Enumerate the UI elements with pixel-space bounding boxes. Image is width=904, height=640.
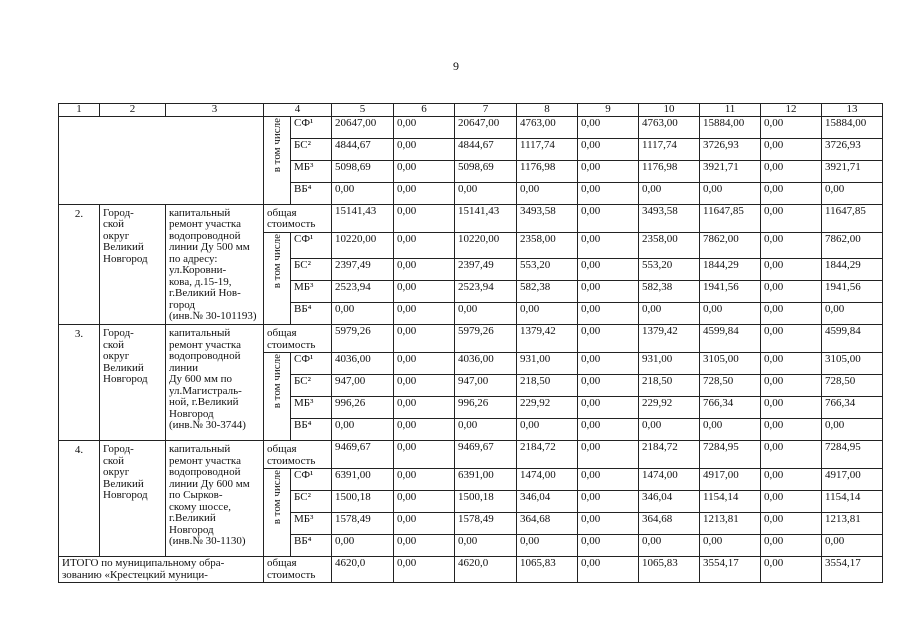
value-cell: 1213,81 [700,513,761,535]
in-total-label-cell [264,469,291,557]
value-cell: 6391,00 [332,469,394,491]
organization-line: Новгород [103,252,148,265]
description-line: капитальный [169,206,231,219]
organization-line: Город- [103,206,134,219]
value-cell: 229,92 [639,397,700,419]
value-cell: 0,00 [394,138,455,160]
value-cell: 0,00 [822,419,883,441]
value-cell: 0,00 [639,419,700,441]
value-cell: 0,00 [578,375,639,397]
category-label: СФ¹ [291,469,332,491]
total-label-line: стоимость [267,454,316,467]
value-cell: 0,00 [761,419,822,441]
value-cell: 346,04 [517,491,578,513]
value-cell: 582,38 [639,281,700,303]
value-cell: 3493,58 [517,204,578,232]
value-cell: 0,00 [822,535,883,557]
description-line: (инв.№ 30-3744) [169,419,246,432]
table-row [59,557,883,583]
value-cell: 0,00 [578,116,639,138]
category-label: БС² [291,491,332,513]
organization-cell [100,325,166,441]
value-cell: 0,00 [578,259,639,281]
value-cell: 10220,00 [455,232,517,258]
value-cell: 0,00 [578,441,639,469]
value-cell: 4917,00 [700,469,761,491]
value-cell: 5098,69 [332,160,394,182]
value-cell: 5979,26 [332,325,394,353]
value-cell: 3493,58 [639,204,700,232]
value-cell: 2184,72 [639,441,700,469]
value-cell: 0,00 [394,441,455,469]
value-cell: 5098,69 [455,160,517,182]
value-cell: 0,00 [578,204,639,232]
value-cell: 1176,98 [517,160,578,182]
value-cell: 2184,72 [517,441,578,469]
value-cell: 6391,00 [455,469,517,491]
description-line: капитальный [169,327,231,340]
in-total-label: в том числе [270,354,283,409]
value-cell: 0,00 [578,491,639,513]
table-row [59,204,883,232]
value-cell: 1379,42 [517,325,578,353]
category-label: МБ³ [291,281,332,303]
total-cost-label [264,557,332,583]
value-cell: 2397,49 [332,259,394,281]
value-cell: 0,00 [578,138,639,160]
value-cell: 0,00 [700,303,761,325]
value-cell: 364,68 [639,513,700,535]
value-cell: 218,50 [517,375,578,397]
column-number: 9 [578,104,639,117]
value-cell: 0,00 [822,182,883,204]
total-label-line: стоимость [267,218,316,231]
value-cell: 4917,00 [822,469,883,491]
value-cell: 3726,93 [822,138,883,160]
value-cell: 0,00 [394,375,455,397]
column-number: 8 [517,104,578,117]
value-cell: 0,00 [517,182,578,204]
organization-line: округ [103,466,130,479]
row-number: 4. [59,441,100,557]
total-label-line: стоимость [267,568,316,581]
value-cell: 11647,85 [700,204,761,232]
category-label: ВБ⁴ [291,535,332,557]
value-cell: 0,00 [761,259,822,281]
empty-cell [59,116,264,204]
organization-line: Новгород [103,489,148,502]
description-line: линии Ду 500 мм [169,241,250,254]
in-total-label: в том числе [270,117,283,172]
value-cell: 1844,29 [700,259,761,281]
value-cell: 346,04 [639,491,700,513]
value-cell: 0,00 [578,397,639,419]
value-cell: 0,00 [578,160,639,182]
value-cell: 553,20 [639,259,700,281]
value-cell: 0,00 [761,557,822,583]
description-line: кова, д.15-19, [169,275,232,288]
value-cell: 0,00 [455,182,517,204]
value-cell: 0,00 [394,397,455,419]
in-total-label-cell [264,353,291,441]
value-cell: 766,34 [700,397,761,419]
column-number: 7 [455,104,517,117]
value-cell: 4036,00 [332,353,394,375]
value-cell: 4599,84 [700,325,761,353]
value-cell: 766,34 [822,397,883,419]
value-cell: 3554,17 [700,557,761,583]
value-cell: 0,00 [578,232,639,258]
value-cell: 1578,49 [332,513,394,535]
value-cell: 15884,00 [700,116,761,138]
value-cell: 0,00 [394,160,455,182]
table-row [59,116,883,138]
value-cell: 1500,18 [332,491,394,513]
value-cell: 0,00 [394,204,455,232]
value-cell: 1065,83 [639,557,700,583]
value-cell: 3105,00 [822,353,883,375]
value-cell: 0,00 [700,419,761,441]
description-line: г.Великий Нов- [169,287,241,300]
value-cell: 4620,0 [455,557,517,583]
total-cost-label [264,441,332,469]
value-cell: 0,00 [761,353,822,375]
value-cell: 364,68 [517,513,578,535]
value-cell: 2397,49 [455,259,517,281]
value-cell: 0,00 [394,182,455,204]
total-label-line: общая [267,443,297,456]
value-cell: 1941,56 [700,281,761,303]
description-line: ной, г.Великий [169,396,239,409]
category-label: БС² [291,138,332,160]
value-cell: 229,92 [517,397,578,419]
final-label-line: ИТОГО по муниципальному обра- [62,557,225,570]
value-cell: 1117,74 [639,138,700,160]
value-cell: 0,00 [761,513,822,535]
value-cell: 7284,95 [700,441,761,469]
value-cell: 20647,00 [455,116,517,138]
value-cell: 2523,94 [332,281,394,303]
value-cell: 0,00 [578,419,639,441]
value-cell: 0,00 [394,353,455,375]
row-number: 3. [59,325,100,441]
value-cell: 2358,00 [517,232,578,258]
in-total-label: в том числе [270,233,283,288]
value-cell: 996,26 [455,397,517,419]
value-cell: 1213,81 [822,513,883,535]
value-cell: 0,00 [578,182,639,204]
category-label: ВБ⁴ [291,419,332,441]
value-cell: 2523,94 [455,281,517,303]
value-cell: 0,00 [517,303,578,325]
total-cost-label [264,325,332,353]
category-label: СФ¹ [291,232,332,258]
value-cell: 4844,67 [455,138,517,160]
table-body [59,104,883,583]
value-cell: 9469,67 [332,441,394,469]
value-cell: 0,00 [761,303,822,325]
value-cell: 0,00 [761,397,822,419]
value-cell: 0,00 [639,182,700,204]
category-label: МБ³ [291,513,332,535]
value-cell: 0,00 [394,303,455,325]
page-number: 9 [453,59,459,73]
value-cell: 218,50 [639,375,700,397]
table-row [59,441,883,469]
column-number: 1 [59,104,100,117]
value-cell: 0,00 [761,232,822,258]
value-cell: 4620,0 [332,557,394,583]
organization-line: ской [103,218,125,231]
in-total-label: в том числе [270,470,283,525]
value-cell: 11647,85 [822,204,883,232]
column-number: 2 [100,104,166,117]
value-cell: 4599,84 [822,325,883,353]
value-cell: 1941,56 [822,281,883,303]
value-cell: 582,38 [517,281,578,303]
value-cell: 20647,00 [332,116,394,138]
organization-cell [100,204,166,324]
value-cell: 947,00 [455,375,517,397]
value-cell: 0,00 [455,303,517,325]
organization-line: Великий [103,361,144,374]
description-line: линии [169,361,199,374]
column-number: 6 [394,104,455,117]
value-cell: 4763,00 [517,116,578,138]
value-cell: 1474,00 [517,469,578,491]
value-cell: 0,00 [578,469,639,491]
value-cell: 1065,83 [517,557,578,583]
description-line: город [169,298,196,311]
value-cell: 3105,00 [700,353,761,375]
description-line: по Сырков- [169,489,223,502]
value-cell: 15141,43 [455,204,517,232]
object-description-cell [166,204,264,324]
value-cell: 0,00 [578,535,639,557]
description-line: (инв.№ 30-101193) [169,310,257,323]
value-cell: 1176,98 [639,160,700,182]
value-cell: 0,00 [578,513,639,535]
value-cell: 0,00 [578,557,639,583]
category-label: СФ¹ [291,116,332,138]
value-cell: 0,00 [517,419,578,441]
column-number: 3 [166,104,264,117]
value-cell: 0,00 [761,375,822,397]
value-cell: 728,50 [700,375,761,397]
column-number: 10 [639,104,700,117]
in-total-label-cell [264,232,291,324]
column-number: 13 [822,104,883,117]
value-cell: 0,00 [332,535,394,557]
description-line: водопроводной [169,350,241,363]
column-number: 12 [761,104,822,117]
value-cell: 3726,93 [700,138,761,160]
value-cell: 0,00 [761,469,822,491]
value-cell: 0,00 [578,281,639,303]
value-cell: 0,00 [394,557,455,583]
category-label: БС² [291,375,332,397]
value-cell: 1379,42 [639,325,700,353]
value-cell: 0,00 [394,469,455,491]
column-number-row [59,104,883,117]
value-cell: 0,00 [578,303,639,325]
organization-line: ской [103,338,125,351]
value-cell: 0,00 [761,138,822,160]
value-cell: 7862,00 [700,232,761,258]
value-cell: 1474,00 [639,469,700,491]
column-number: 11 [700,104,761,117]
total-label-line: стоимость [267,338,316,351]
value-cell: 4763,00 [639,116,700,138]
object-description-cell [166,441,264,557]
value-cell: 1154,14 [822,491,883,513]
value-cell: 931,00 [517,353,578,375]
value-cell: 0,00 [394,513,455,535]
in-total-label-cell [264,116,291,204]
value-cell: 0,00 [822,303,883,325]
value-cell: 0,00 [761,441,822,469]
value-cell: 0,00 [761,535,822,557]
value-cell: 1500,18 [455,491,517,513]
total-label-line: общая [267,327,297,340]
value-cell: 0,00 [394,281,455,303]
value-cell: 0,00 [761,204,822,232]
description-line: водопроводной [169,229,241,242]
value-cell: 0,00 [517,535,578,557]
value-cell: 2358,00 [639,232,700,258]
value-cell: 0,00 [394,491,455,513]
description-line: капитальный [169,443,231,456]
description-line: скому шоссе, [169,500,231,513]
description-line: ремонт участка [169,338,241,351]
value-cell: 0,00 [455,419,517,441]
description-line: Ду 600 мм по [169,373,233,386]
value-cell: 3921,71 [700,160,761,182]
value-cell: 4844,67 [332,138,394,160]
final-label-line: зованию «Крестецкий муници- [62,568,208,581]
value-cell: 0,00 [578,353,639,375]
description-line: ул.Коровни- [169,264,227,277]
organization-line: Новгород [103,373,148,386]
value-cell: 4036,00 [455,353,517,375]
description-line: ремонт участка [169,454,241,467]
description-line: Новгород [169,407,214,420]
description-line: Новгород [169,523,214,536]
column-number: 5 [332,104,394,117]
column-number: 4 [264,104,332,117]
category-label: СФ¹ [291,353,332,375]
value-cell: 0,00 [394,535,455,557]
value-cell: 1844,29 [822,259,883,281]
total-label-line: общая [267,206,297,219]
row-number: 2. [59,204,100,324]
value-cell: 0,00 [761,182,822,204]
value-cell: 0,00 [394,325,455,353]
value-cell: 0,00 [455,535,517,557]
value-cell: 5979,26 [455,325,517,353]
value-cell: 0,00 [332,182,394,204]
value-cell: 0,00 [332,303,394,325]
value-cell: 7862,00 [822,232,883,258]
organization-line: Великий [103,241,144,254]
value-cell: 1117,74 [517,138,578,160]
value-cell: 15884,00 [822,116,883,138]
object-description-cell [166,325,264,441]
table-row [59,325,883,353]
value-cell: 728,50 [822,375,883,397]
organization-line: ской [103,454,125,467]
organization-line: округ [103,229,130,242]
value-cell: 1154,14 [700,491,761,513]
description-line: по адресу: [169,252,218,265]
value-cell: 0,00 [332,419,394,441]
final-total-label [59,557,264,583]
value-cell: 0,00 [639,303,700,325]
value-cell: 0,00 [700,535,761,557]
description-line: ремонт участка [169,218,241,231]
organization-line: Город- [103,443,134,456]
category-label: МБ³ [291,160,332,182]
value-cell: 7284,95 [822,441,883,469]
value-cell: 0,00 [761,491,822,513]
value-cell: 931,00 [639,353,700,375]
total-cost-label [264,204,332,232]
value-cell: 1578,49 [455,513,517,535]
value-cell: 996,26 [332,397,394,419]
value-cell: 0,00 [761,160,822,182]
category-label: ВБ⁴ [291,303,332,325]
description-line: линии Ду 600 мм [169,477,250,490]
value-cell: 0,00 [761,325,822,353]
description-line: г.Великий [169,512,216,525]
category-label: МБ³ [291,397,332,419]
value-cell: 3921,71 [822,160,883,182]
organization-line: Великий [103,477,144,490]
total-label-line: общая [267,557,297,570]
organization-line: округ [103,350,130,363]
value-cell: 947,00 [332,375,394,397]
value-cell: 0,00 [761,281,822,303]
value-cell: 0,00 [394,232,455,258]
description-line: (инв.№ 30-1130) [169,535,246,548]
value-cell: 0,00 [700,182,761,204]
value-cell: 0,00 [394,116,455,138]
value-cell: 3554,17 [822,557,883,583]
category-label: ВБ⁴ [291,182,332,204]
value-cell: 0,00 [394,259,455,281]
value-cell: 9469,67 [455,441,517,469]
organization-cell [100,441,166,557]
value-cell: 553,20 [517,259,578,281]
value-cell: 15141,43 [332,204,394,232]
value-cell: 0,00 [639,535,700,557]
value-cell: 0,00 [394,419,455,441]
category-label: БС² [291,259,332,281]
organization-line: Город- [103,327,134,340]
value-cell: 10220,00 [332,232,394,258]
value-cell: 0,00 [578,325,639,353]
description-line: ул.Магистраль- [169,384,242,397]
description-line: водопроводной [169,466,241,479]
value-cell: 0,00 [761,116,822,138]
budget-table [58,103,883,583]
